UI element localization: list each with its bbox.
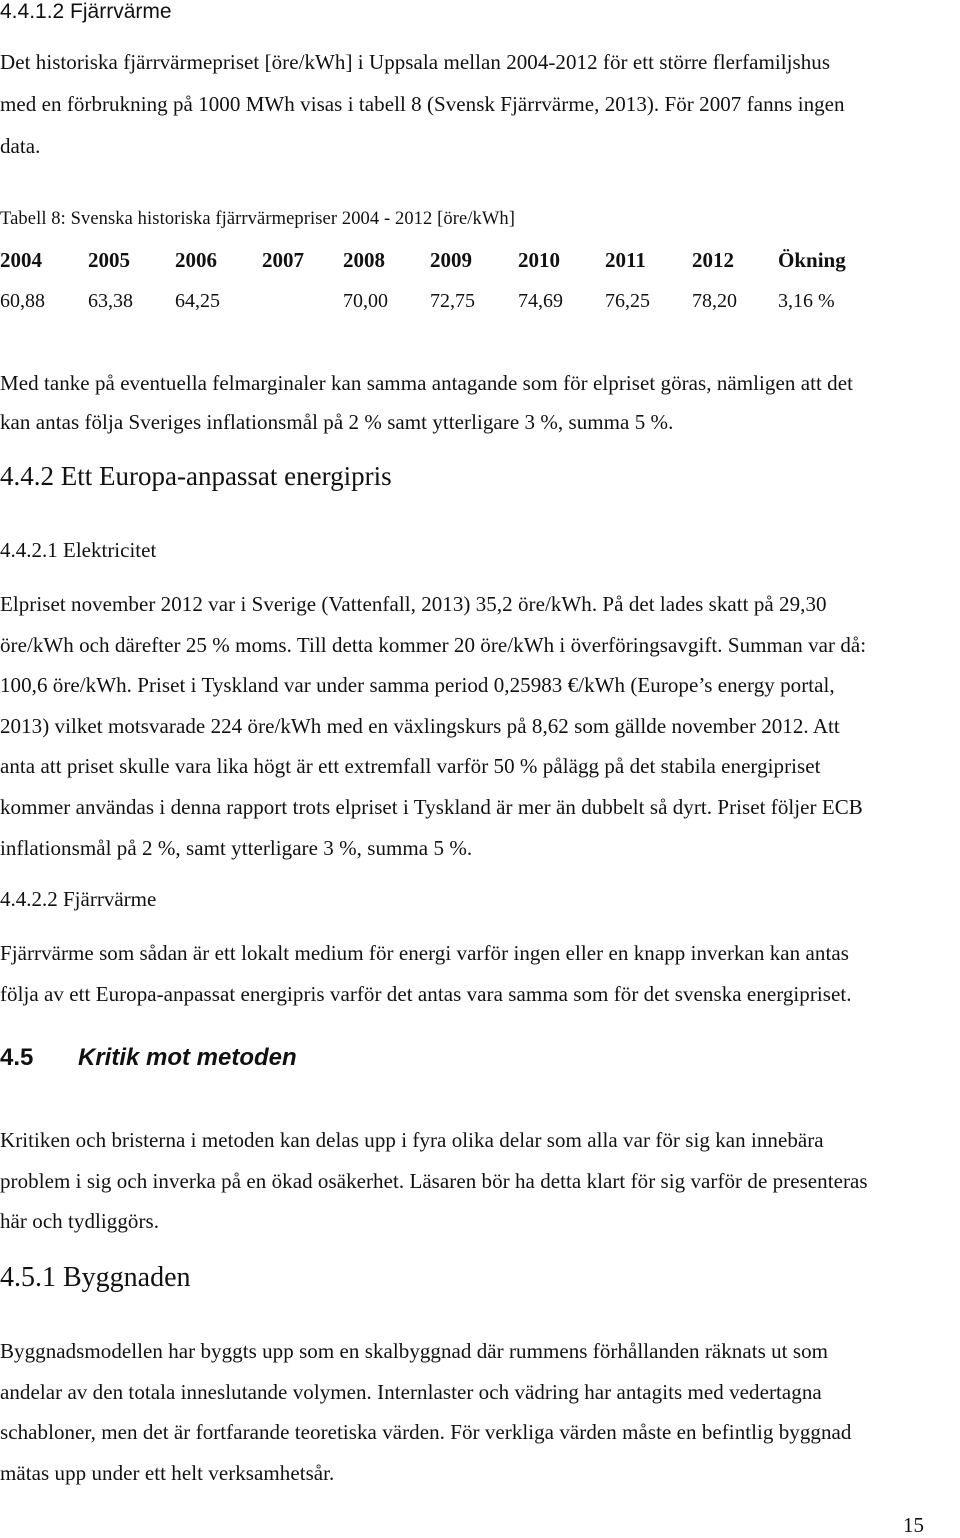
table-header-cell: 2009 [430,248,472,272]
table-8-caption: Tabell 8: Svenska historiska fjärrvärmepriser 2004 - 2012 [öre/kWh] [0,209,516,229]
section-4421-line-7: inflationsmål på 2 %, samt ytterligare 3 %, summa 5 %. [0,836,473,860]
table-header-cell: 2010 [518,248,560,272]
section-451-line-4: mätas upp under ett helt verksamhetsår. [0,1461,335,1485]
table-header-cell: 2007 [262,248,304,272]
section-4421-line-5: anta att priset skulle vara lika högt är ett extremfall varför 50 % pålägg på det stabila energipriset [0,754,821,778]
table-cell: 60,88 [0,290,45,312]
table-cell: 64,25 [175,290,220,312]
section-4412-line-3: data. [0,134,41,158]
section-4422-line-1: Fjärrvärme som sådan är ett lokalt medium för energi varför ingen eller en knapp inverkan kan antas [0,941,849,965]
table-header-cell: 2008 [343,248,385,272]
page-number: 15 [903,1513,924,1537]
section-4422-line-2: följa av ett Europa-anpassat energipris varför det antas vara samma som för det svenska energipriset. [0,982,852,1006]
table-cell: 76,25 [605,290,650,312]
table-cell: 78,20 [692,290,737,312]
table-header-cell: 2005 [88,248,130,272]
table-cell: 3,16 % [778,290,835,312]
section-442-title: 4.4.2 Ett Europa-anpassat energipris [0,461,392,491]
section-4421-line-2: öre/kWh och därefter 25 % moms. Till detta kommer 20 öre/kWh i överföringsavgift. Summan var då: [0,633,867,657]
table-header-cell: 2011 [605,248,646,272]
section-451-line-2: andelar av den totala inneslutande volymen. Internlaster och vädring har antagits med vedertagna [0,1380,822,1404]
table-cell: 63,38 [88,290,133,312]
table-header-cell: Ökning [778,248,846,272]
section-4412-line-2: med en förbrukning på 1000 MWh visas i tabell 8 (Svensk Fjärrvärme, 2013). För 2007 fanns ingen [0,92,845,116]
section-451-title: 4.5.1 Byggnaden [0,1262,191,1293]
section-451-line-3: schabloner, men det är fortfarande teoretiska värden. För verkliga värden måste en befintlig byggnad [0,1420,852,1444]
section-4421-title: 4.4.2.1 Elektricitet [0,538,157,562]
section-4421-line-6: kommer användas i denna rapport trots elpriset i Tyskland är mer än dubbelt så dyrt. Priset följer ECB [0,795,863,819]
section-4421-line-3: 100,6 öre/kWh. Priset i Tyskland var under samma period 0,25983 €/kWh (Europe’s energy portal, [0,673,835,697]
section-45-line-1: Kritiken och bristerna i metoden kan delas upp i fyra olika delar som alla var för sig kan innebära [0,1128,824,1152]
section-45-line-3: här och tydliggörs. [0,1209,160,1233]
table-header-cell: 2006 [175,248,217,272]
section-4412-title: 4.4.1.2 Fjärrvärme [0,0,172,23]
table-cell: 74,69 [518,290,563,312]
felmarginaler-line-1: Med tanke på eventuella felmarginaler kan samma antagande som för elpriset göras, nämligen att det [0,371,853,395]
section-451-line-1: Byggnadsmodellen har byggts upp som en skalbyggnad där rummens förhållanden räknats ut som [0,1339,829,1363]
table-cell: 72,75 [430,290,475,312]
section-45-number: 4.5 [0,1044,34,1071]
table-header-cell: 2004 [0,248,42,272]
section-4412-line-1: Det historiska fjärrvärmepriset [öre/kWh] i Uppsala mellan 2004-2012 för ett större flerfamiljshus [0,50,831,74]
section-45-line-2: problem i sig och inverka på en ökad osäkerhet. Läsaren bör ha detta klart för sig varför de presenteras [0,1169,868,1193]
section-45-title: Kritik mot metoden [78,1044,297,1071]
section-4421-line-1: Elpriset november 2012 var i Sverige (Vattenfall, 2013) 35,2 öre/kWh. På det lades skatt på 29,30 [0,592,827,616]
section-4421-line-4: 2013) vilket motsvarade 224 öre/kWh med en växlingskurs på 8,62 som gällde november 2012. Att [0,714,840,738]
felmarginaler-line-2: kan antas följa Sveriges inflationsmål på 2 % samt ytterligare 3 %, summa 5 %. [0,410,674,434]
section-4422-title: 4.4.2.2 Fjärrvärme [0,887,157,911]
table-cell: 70,00 [343,290,388,312]
table-header-cell: 2012 [692,248,734,272]
